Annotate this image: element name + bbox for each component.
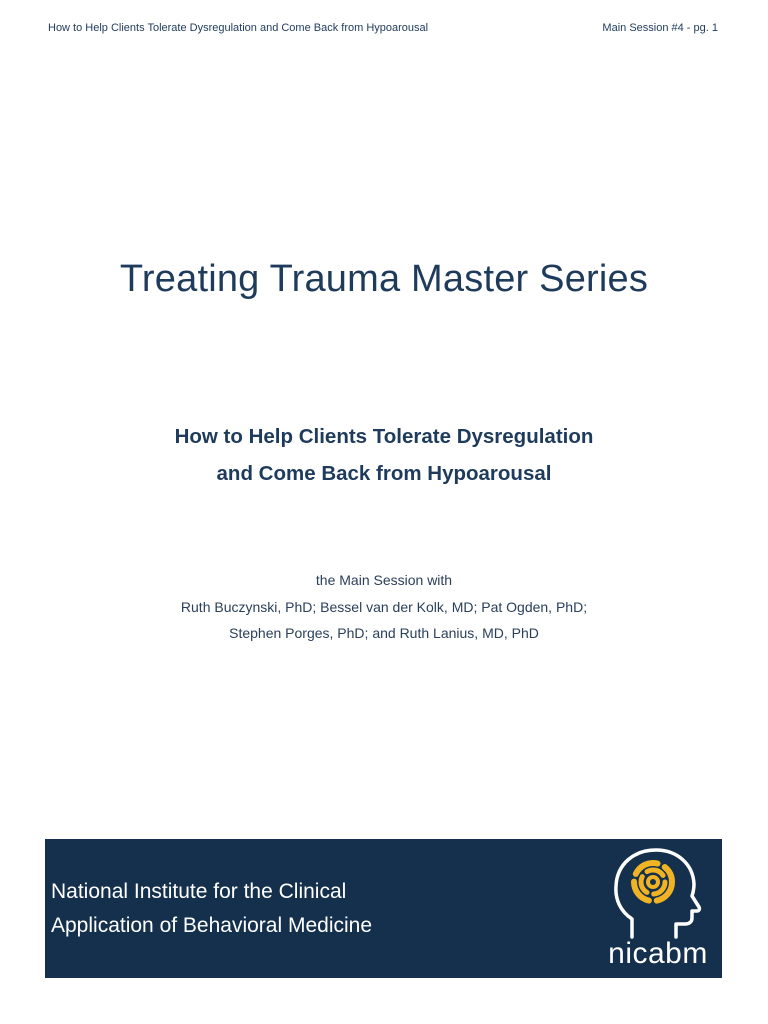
header-document-title: How to Help Clients Tolerate Dysregulation and Come Back from Hypoarousal [48, 22, 429, 34]
byline-presenters-1: Ruth Buczynski, PhD; Bessel van der Kolk, MD; Pat Ogden, PhD; [180, 598, 588, 615]
organization-name-line-1: National Institute for the Clinical [51, 880, 347, 903]
subtitle-line-2: and Come Back from Hypoarousal [216, 462, 552, 485]
subtitle-line-1: How to Help Clients Tolerate Dysregulation [174, 425, 594, 448]
organization-name [51, 875, 372, 943]
nicabm-logo [598, 845, 718, 975]
series-title: Treating Trauma Master Series [119, 258, 649, 300]
byline-intro: the Main Session with [315, 572, 453, 588]
organization-banner [45, 839, 722, 978]
logo-wordmark: nicabm [608, 937, 708, 970]
header-page-number: Main Session #4 - pg. 1 [602, 22, 718, 34]
organization-name-line-2: Application of Behavioral Medicine [51, 914, 373, 937]
head-profile-icon [606, 845, 706, 941]
byline-presenters-2: Stephen Porges, PhD; and Ruth Lanius, MD, PhD [229, 625, 539, 641]
presenters-byline [0, 567, 768, 647]
session-subtitle [0, 418, 768, 492]
page-header [48, 22, 718, 38]
